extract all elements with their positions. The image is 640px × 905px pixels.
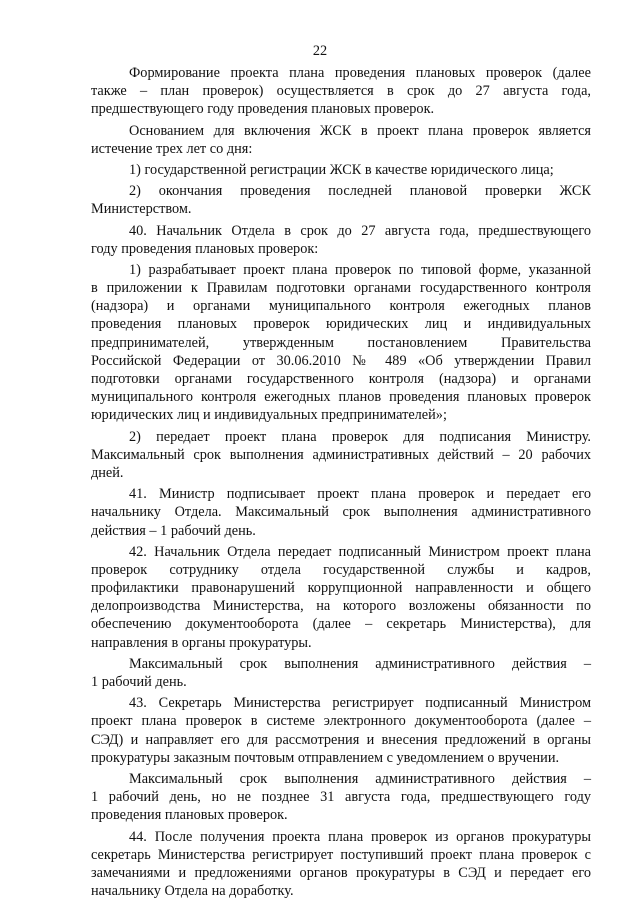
- text-line: прокуратуры заказным почтовым отправлением с уведомлением о вручении.: [91, 749, 560, 766]
- text-line: 44. После получения проекта плана проверок из органов прокуратуры: [129, 828, 591, 845]
- text-line: проект плана проверок в системе электронного документооборота (далее –: [91, 713, 591, 730]
- text-line: 41. Министр подписывает проект плана проверок и передает его: [129, 486, 591, 503]
- text-line: 2) передает проект плана проверок для подписания Министру.: [129, 428, 591, 445]
- text-line: 1) государственной регистрации ЖСК в качестве юридического лица;: [129, 161, 554, 178]
- paragraph: [91, 428, 591, 483]
- text-line: предпринимателей, утвержденным постановлением Правительства: [91, 334, 591, 351]
- text-line: 1 рабочий день, но не позднее 31 августа года, предшествующего году: [91, 789, 591, 806]
- paragraph: [91, 655, 591, 691]
- text-line: Формирование проекта плана проведения плановых проверок (далее: [129, 65, 591, 81]
- text-line: также – план проверок) осуществляется в срок до 27 августа года,: [91, 83, 591, 100]
- paragraph: [91, 64, 591, 119]
- paragraph: [91, 828, 591, 901]
- text-line: Министерством.: [91, 201, 192, 218]
- text-line: Максимальный срок выполнения административного действия –: [129, 770, 591, 787]
- text-line: 1) разрабатывает проект плана проверок по типовой форме, указанной: [129, 261, 591, 278]
- paragraph: [91, 182, 591, 218]
- paragraph: [91, 770, 591, 825]
- text-line: муниципального контроля ежегодных планов проведения плановых проверок: [91, 389, 591, 406]
- text-line: предшествующего году проведения плановых проверок.: [91, 101, 435, 118]
- text-line: подготовки органами государственного контроля (надзора) и органами: [91, 371, 591, 387]
- text-line: СЭД) и направляет его для рассмотрения и внесения предложений в органы: [91, 731, 591, 748]
- text-line: секретарь Министерства регистрирует поступивший проект плана проверок с: [91, 846, 591, 863]
- text-line: проверок сотруднику отдела государственной службы и кадров,: [91, 561, 591, 578]
- text-line: 42. Начальник Отдела передает подписанный Министром проект плана: [129, 543, 591, 560]
- paragraph: [91, 161, 591, 179]
- text-line: проведения плановых проверок.: [91, 807, 288, 824]
- paragraph: [91, 694, 591, 767]
- text-line: Максимальный срок выполнения административного действия –: [129, 655, 591, 672]
- text-line: профилактики правонарушений коррупционной направленности и общего: [91, 580, 591, 597]
- text-line: начальнику Отдела. Максимальный срок выполнения административного: [91, 504, 591, 521]
- text-line: (надзора) и органами муниципального контроля ежегодных планов: [91, 298, 591, 315]
- text-line: обеспечению документооборота (далее – секретарь Министерства), для: [91, 616, 591, 633]
- text-line: Основанием для включения ЖСК в проект плана проверок является: [129, 122, 591, 139]
- text-line: истечение трех лет со дня:: [91, 140, 253, 157]
- text-line: 43. Секретарь Министерства регистрирует подписанный Министром: [129, 695, 591, 712]
- text-line: в приложении к Правилам подготовки органами государственного контроля: [91, 280, 591, 297]
- paragraph: [91, 222, 591, 258]
- paragraph: [91, 122, 591, 158]
- paragraph: [91, 261, 591, 425]
- text-line: году проведения плановых проверок:: [91, 240, 319, 257]
- paragraph: [91, 543, 591, 652]
- text-line: проведения плановых проверок юридических лиц и индивидуальных: [91, 316, 591, 333]
- paragraph: [91, 485, 591, 540]
- page-number: 22: [312, 43, 328, 59]
- text-line: Российской Федерации от 30.06.2010 № 489 «Об утверждении Правил: [91, 352, 591, 369]
- text-line: дней.: [91, 464, 124, 481]
- text-line: юридических лиц и индивидуальных предпринимателей»;: [91, 407, 447, 424]
- text-line: делопроизводства Министерства, на которого возложены обязанности по: [91, 598, 591, 615]
- text-line: направления в органы прокуратуры.: [91, 634, 312, 651]
- text-line: 2) окончания проведения последней плановой проверки ЖСК: [129, 183, 591, 200]
- text-line: замечаниями и предложениями органов прокуратуры в СЭД и передает его: [91, 864, 591, 881]
- document-body: [91, 64, 591, 900]
- text-line: 1 рабочий день.: [91, 674, 187, 690]
- text-line: начальнику Отдела на доработку.: [91, 883, 294, 900]
- text-line: действия – 1 рабочий день.: [91, 522, 256, 539]
- text-line: Максимальный срок выполнения административных действий – 20 рабочих: [91, 446, 591, 463]
- text-line: 40. Начальник Отдела в срок до 27 августа года, предшествующего: [129, 222, 591, 239]
